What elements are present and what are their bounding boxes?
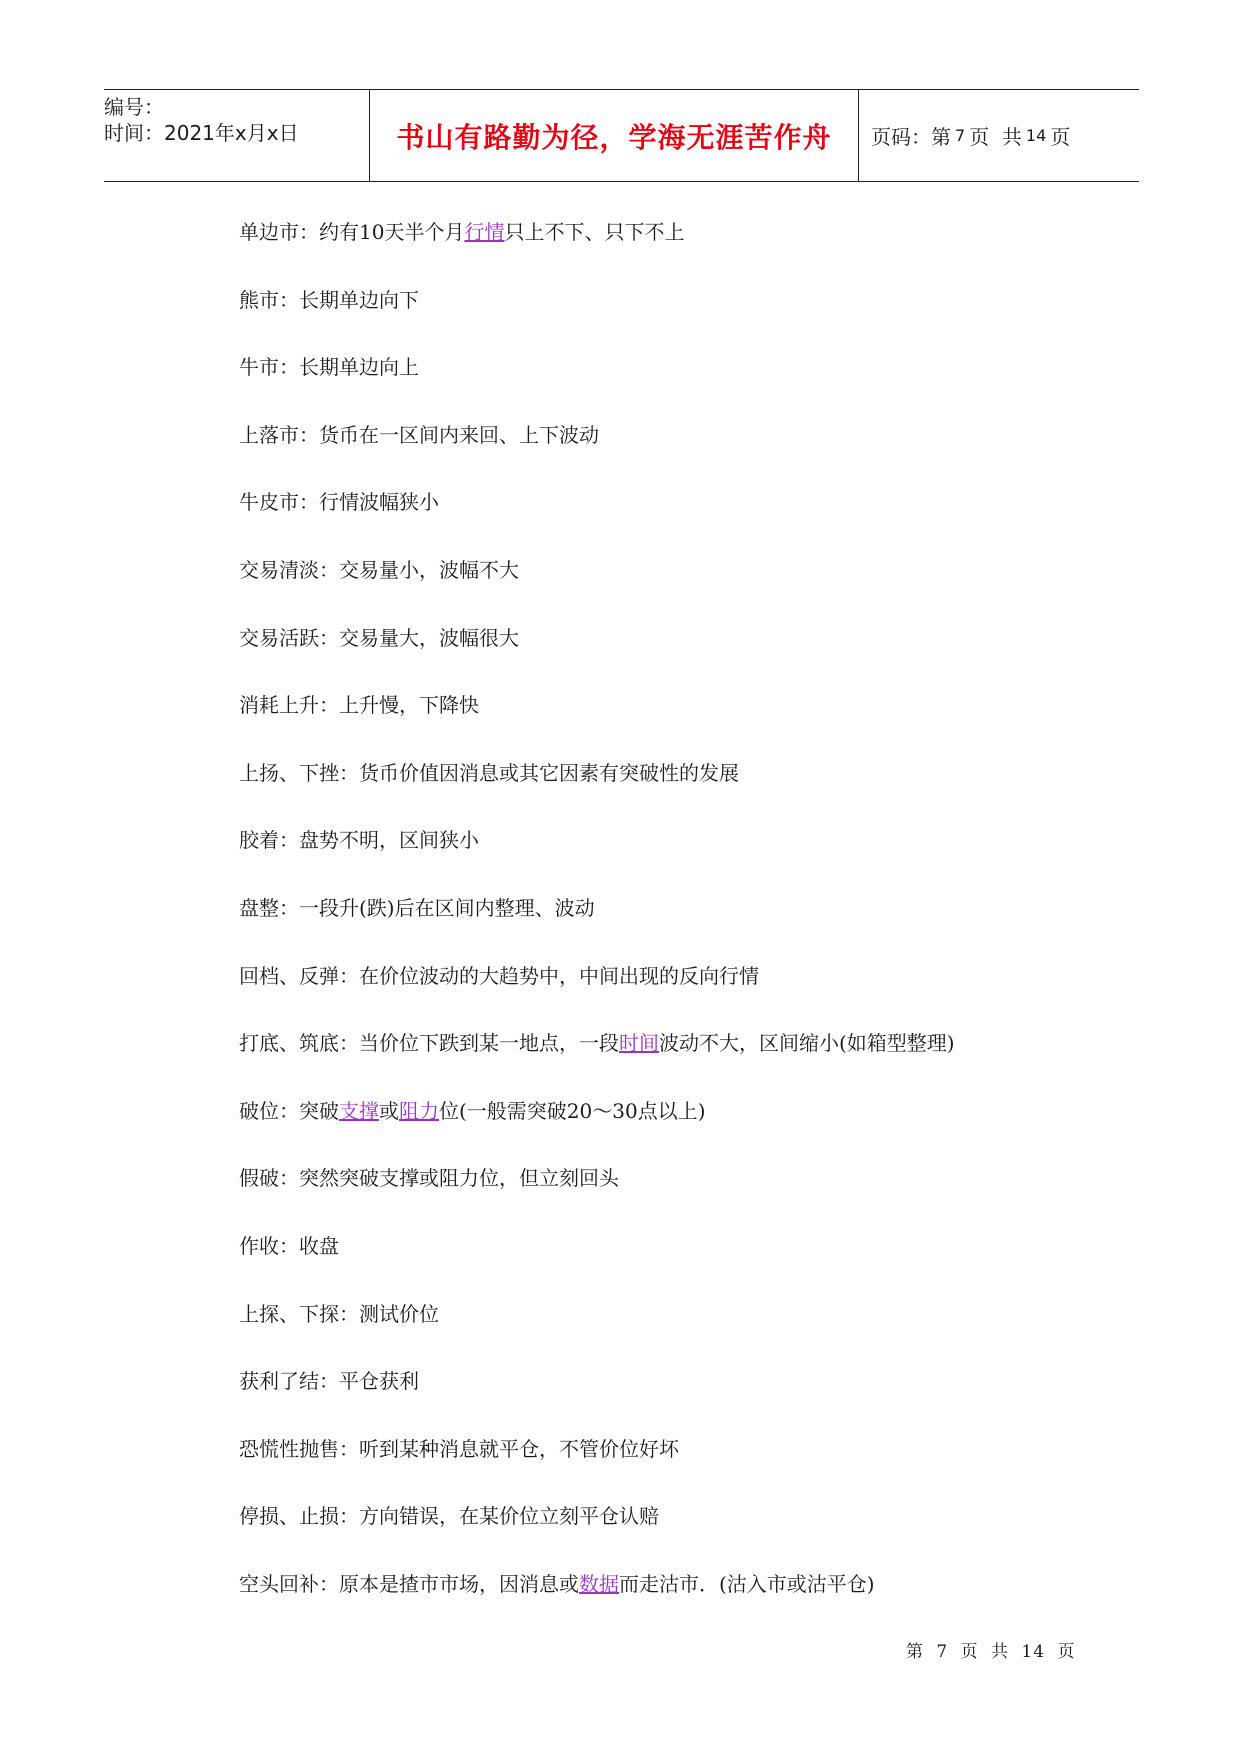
line-text: 位(一般需突破20～30点以上) [439, 1098, 706, 1123]
glossary-line [239, 556, 1139, 624]
line-text: 胶着：盘势不明，区间狭小 [239, 828, 479, 853]
glossary-line [239, 1435, 1139, 1503]
glossary-line [239, 353, 1139, 421]
line-text: 交易活跃：交易量大，波幅很大 [239, 625, 519, 650]
glossary-body [239, 218, 1139, 1637]
line-text: 空头回补：原本是揸市市场，因消息或 [239, 1571, 579, 1596]
term-link[interactable]: 支撑 [339, 1098, 379, 1123]
glossary-line [239, 1300, 1139, 1368]
term-link[interactable]: 阻力 [399, 1098, 439, 1123]
line-text: 作收：收盘 [239, 1233, 339, 1258]
page-number: 7 [955, 126, 966, 145]
glossary-line [239, 962, 1139, 1030]
line-text: 交易清淡：交易量小，波幅不大 [239, 557, 519, 582]
glossary-line [239, 488, 1139, 556]
header-motto-cell [369, 90, 859, 181]
term-link[interactable]: 数据 [579, 1571, 619, 1596]
page-header [104, 89, 1139, 182]
line-text: 或 [379, 1098, 399, 1123]
line-text: 停损、止损：方向错误，在某价位立刻平仓认赔 [239, 1504, 659, 1529]
line-text: 上落市：货币在一区间内来回、上下波动 [239, 422, 599, 447]
glossary-line [239, 759, 1139, 827]
line-text: 获利了结：平仓获利 [239, 1369, 419, 1394]
line-text: 破位：突破 [239, 1098, 339, 1123]
document-number-label: 编号： [104, 95, 164, 119]
glossary-line [239, 826, 1139, 894]
glossary-line [239, 1097, 1139, 1165]
line-text: 只上不下、只下不上 [504, 220, 685, 244]
line-text: 打底、筑底：当价位下跌到某一地点，一段 [239, 1031, 619, 1056]
line-text: 波动不大，区间缩小(如箱型整理) [659, 1031, 955, 1056]
glossary-line [239, 286, 1139, 354]
glossary-line [239, 1570, 1139, 1638]
glossary-line [239, 1367, 1139, 1435]
line-text: 牛市：长期单边向上 [239, 355, 419, 380]
line-text: 恐慌性抛售：听到某种消息就平仓，不管价位好坏 [239, 1436, 679, 1461]
page-footer: 第 7 页 共 14 页 [906, 1642, 1076, 1662]
header-meta [104, 90, 369, 181]
line-text: 上探、下探：测试价位 [239, 1301, 439, 1326]
glossary-line [239, 1232, 1139, 1300]
line-text: 消耗上升：上升慢，下降快 [239, 693, 479, 718]
glossary-line [239, 691, 1139, 759]
term-link[interactable]: 行情 [464, 220, 505, 244]
document-time: 时间：2021年x月x日 [104, 121, 299, 145]
line-text: 熊市：长期单边向下 [239, 287, 419, 312]
glossary-line [239, 421, 1139, 489]
line-text: 牛皮市：行情波幅狭小 [239, 490, 439, 515]
page-suffix: 页 [1050, 125, 1071, 149]
glossary-line [239, 1029, 1139, 1097]
page-prefix: 页码：第 [871, 125, 951, 149]
line-text: 回档、反弹：在价位波动的大趋势中，中间出现的反向行情 [239, 963, 759, 988]
line-text: 而走沽市．(沽入市或沽平仓) [619, 1571, 875, 1596]
line-text: 盘整：一段升(跌)后在区间内整理、波动 [239, 895, 595, 920]
header-motto: 书山有路勤为径，学海无涯苦作舟 [396, 120, 832, 154]
glossary-line [239, 1502, 1139, 1570]
glossary-line [239, 894, 1139, 962]
glossary-line [239, 624, 1139, 692]
line-text: 单边市：约有10天半个月 [239, 220, 465, 244]
page-mid: 页 共 [969, 125, 1022, 149]
page-total: 14 [1025, 126, 1047, 145]
glossary-line [239, 218, 1139, 286]
glossary-line [239, 1164, 1139, 1232]
term-link[interactable]: 时间 [619, 1031, 659, 1056]
line-text: 假破：突然突破支撑或阻力位，但立刻回头 [239, 1166, 619, 1191]
line-text: 上扬、下挫：货币价值因消息或其它因素有突破性的发展 [239, 760, 739, 785]
header-page-info [859, 90, 1139, 181]
